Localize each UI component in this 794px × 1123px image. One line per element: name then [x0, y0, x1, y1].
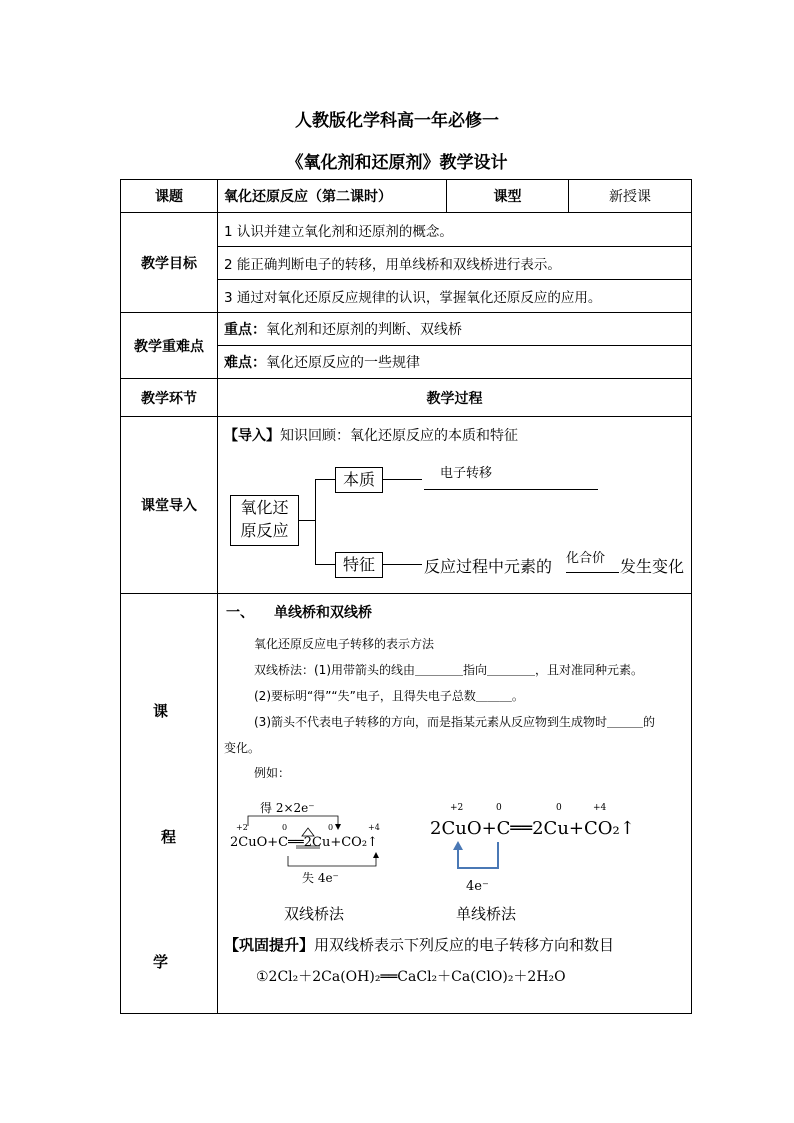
- double-bridge-rule-2: (2)要标明“得”“失”电子，且得失电子总数＿＿＿。: [254, 689, 524, 703]
- exercise-1: ①2Cl₂＋2Ca(OH)₂══CaCl₂＋Ca(ClO)₂＋2H₂O: [256, 969, 566, 985]
- feature-blank-line: [566, 572, 619, 573]
- topic-label: 课题: [121, 180, 218, 213]
- double-loss-label: 失 4e⁻: [302, 871, 339, 885]
- essence-answer: 电子转移: [440, 466, 493, 481]
- double-bridge-rule-4: 变化。: [224, 741, 261, 755]
- essence-connector: [382, 479, 422, 480]
- double-state-cu-product: 0: [328, 823, 334, 832]
- stage-header: 教学环节: [121, 379, 218, 417]
- consolidate-text: 用双线桥表示下列反应的电子转移方向和数目: [314, 936, 615, 954]
- difficult-point: [218, 346, 692, 379]
- lesson-plan-table: [120, 179, 692, 1014]
- goals-label: 教学目标: [121, 213, 218, 313]
- single-bridge-arrow: [444, 840, 514, 880]
- difficult-prefix: 难点：: [224, 355, 266, 371]
- double-gain-label: 得 2×2e⁻: [260, 801, 315, 815]
- double-bridge-rule-3: (3)箭头不代表电子转移的方向，而是指某元素从反应物到生成物时＿＿＿的: [254, 715, 656, 729]
- single-state-cu-product: 0: [556, 803, 562, 813]
- bracket-vertical: [315, 479, 316, 564]
- method-subtitle: 氧化还原反应电子转移的表示方法: [254, 637, 435, 651]
- redox-center-box: [230, 495, 299, 546]
- intro-content: [218, 417, 692, 594]
- lesson-content: [218, 594, 692, 1014]
- feature-connector: [382, 564, 422, 565]
- key-prefix: 重点：: [224, 322, 266, 338]
- lesson-label-char-3: 学: [153, 953, 169, 971]
- type-label: 课型: [447, 180, 569, 213]
- redox-box-line2: 原反应: [240, 521, 289, 540]
- document-subtitle: 《氧化剂和还原剂》教学设计: [286, 153, 508, 173]
- feature-text-before: 反应过程中元素的: [424, 557, 553, 576]
- document-title: 人教版化学科高一年必修一: [295, 111, 499, 131]
- type-value: 新授课: [569, 180, 692, 213]
- lesson-label-char-1: 课: [153, 702, 169, 720]
- intro-lead: [224, 425, 518, 445]
- single-state-cu: +2: [450, 803, 464, 813]
- goal-item-3: 3 通过对氧化还原反应规律的认识，掌握氧化还原反应的应用。: [218, 280, 692, 313]
- bracket-bottom: [315, 564, 335, 565]
- double-bridge-rule-1: 双线桥法：(1)用带箭头的线由＿＿＿＿指向＿＿＿＿，且对准同种元素。: [254, 663, 644, 677]
- lesson-label-char-2: 程: [161, 828, 177, 846]
- section-number: 一、: [226, 605, 254, 621]
- feature-text-after: 发生变化: [620, 557, 685, 576]
- consolidate-tag: 【巩固提升】: [224, 936, 315, 954]
- double-state-c: 0: [282, 823, 288, 832]
- consolidate-line: [224, 934, 614, 955]
- feature-box: 特征: [335, 552, 383, 578]
- bracket-stem: [298, 520, 315, 521]
- single-bridge-equation: 2CuO+C══2Cu+CO₂↑: [430, 818, 635, 839]
- key-point: [218, 313, 692, 346]
- single-state-co2: +4: [593, 803, 607, 813]
- feature-answer: 化合价: [566, 551, 606, 566]
- single-bridge-caption: 单线桥法: [456, 905, 517, 923]
- redox-box-line1: 氧化还: [240, 498, 289, 517]
- essence-blank-line: [424, 489, 598, 490]
- topic-value: 氧化还原反应（第二课时）: [218, 180, 447, 213]
- bracket-top: [315, 479, 335, 480]
- intro-lead-text: 知识回顾：氧化还原反应的本质和特征: [280, 428, 518, 444]
- single-electrons-label: 4e⁻: [466, 879, 489, 894]
- difficult-text: 氧化还原反应的一些规律: [266, 355, 420, 371]
- section-title: 单线桥和双线桥: [274, 605, 372, 621]
- double-state-cu: +2: [236, 823, 248, 832]
- goal-item-2: 2 能正确判断电子的转移，用单线桥和双线桥进行表示。: [218, 247, 692, 280]
- process-header: 教学过程: [218, 379, 692, 417]
- key-text: 氧化剂和还原剂的判断、双线桥: [266, 322, 462, 338]
- lesson-label-cell: [121, 594, 218, 1014]
- example-label: 例如：: [254, 766, 291, 780]
- goal-item-1: 1 认识并建立氧化剂和还原剂的概念。: [218, 213, 692, 247]
- double-bridge-equation: 2CuO+C══2Cu+CO₂↑: [230, 835, 378, 850]
- intro-label: 课堂导入: [121, 417, 218, 594]
- keypoints-label: 教学重难点: [121, 313, 218, 379]
- single-state-c: 0: [496, 803, 502, 813]
- double-state-co2: +4: [368, 823, 380, 832]
- intro-lead-tag: 【导入】: [224, 428, 280, 444]
- double-bridge-caption: 双线桥法: [284, 905, 345, 923]
- essence-box: 本质: [335, 467, 383, 493]
